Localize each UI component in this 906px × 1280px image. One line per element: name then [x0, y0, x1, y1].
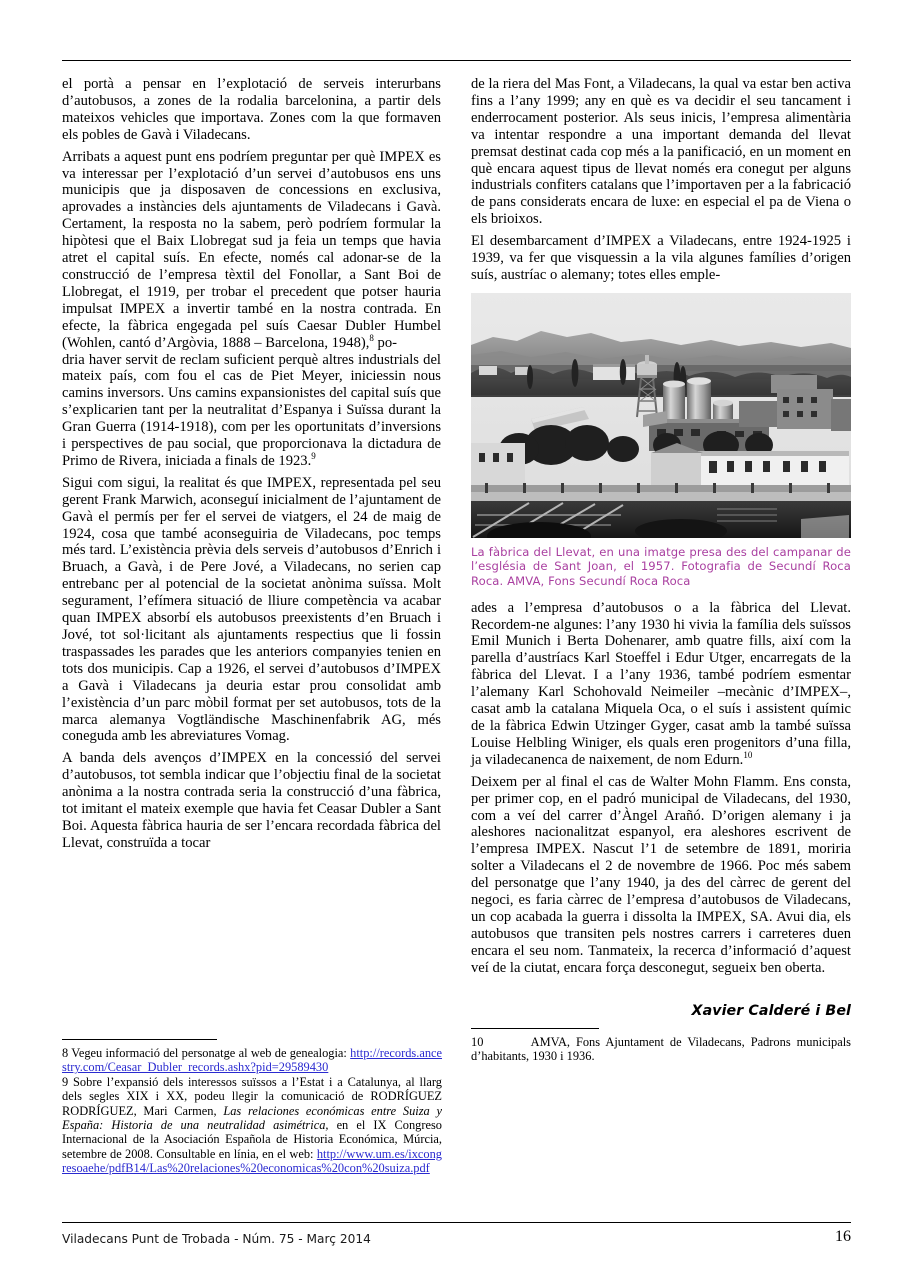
footnote-text: AMVA, Fons Ajuntament de Viladecans, Padrons municipals d’habitants, 1930 i 1936.: [471, 1034, 851, 1063]
footnote-9: [62, 1075, 442, 1176]
footnote-8: [62, 1046, 442, 1075]
paragraph: el portà a pensar en l’explotació de serveis interurbans d’autobusos, a zones de la rodalia barcelonina, a partir dels mateixos vehicles que importava. Zones com la que formaven els pobles de Gavà i Viladecans.: [62, 76, 441, 143]
author-signature: Xavier Calderé i Bel: [691, 1002, 851, 1019]
paragraph: Deixem per al final el cas de Walter Mohn Flamm. Ens consta, per primer cop, en el padró municipal de Viladecans, del 1930, com a veí del carrer d’Àngel Arañó. D’origen alemany i ja aleshores nacionalitzat espanyol, era aleshores escrivent de l’empresa IMPEX. Nascut l’1 de setembre de 1891, moriria solter a Viladecans el 2 de novembre de 1966. Poc més sabem del personatge que l’any 1940, ja des del càrrec de gerent del negoci, es faria càrrec de l’empresa d’autobusos de Viladecans, un cop acabada la guerra i dissolta la IMPEX, SA. Avui dia, els autobusos que transiten pels nostres carrers i carreteres duen encara el seu nom. Tanmateix, la recerca d’informació d’aquest veí de la ciutat, encara força desconegut, segueix ben oberta.: [471, 773, 851, 976]
paragraph: [62, 352, 441, 470]
footnote-ref-8[interactable]: 8: [369, 332, 374, 343]
footnote-number: 8: [62, 1046, 69, 1060]
left-column: [62, 76, 443, 1176]
footnote-number: 10: [471, 1034, 484, 1049]
footnote-link-ancestry[interactable]: http://records.ancestry.com/Ceasar_Dubler_records.ashx?pid=29589430: [62, 1046, 443, 1075]
footnote-separator-rule: [471, 1028, 599, 1029]
paragraph-text: Arribats a aquest punt ens podríem preguntar per què IMPEX es va interessar per l’explotació d’un servei d’autobusos ens uns municipis que ja disposaven de concessions en exclusiva, aprovades a instàncies dels ajuntaments de Viladecans i Gavà. Certament, la resposta no la sabem, però podríem formular la hipòtesi que el Baix Llobregat sud ja feia un temps que havia atret el capital suís. En efecte, només cal adonar-se de la construcció de l’empresa tèxtil del Fonollar, a Sant Boi de Llobregat, el 1919, per trobar el precedent que potser hauria impulsat IMPEX a invertir també en la nostra contrada. En efecte, la fàbrica engegada pel suís Caesar Dubler Humbel (Wohlen, cantó d’Argòvia, 1888 – Barcelona, 1948),: [62, 148, 441, 351]
footnote-10: [471, 1035, 851, 1064]
paragraph-text: ades a l’empresa d’autobusos o a la fàbrica del Llevat. Recordem-ne algunes: l’any 1930 hi vivia la família dels suïssos Emil Munich i Berta Dohenarer, amb quatre fills, així com la parella d’austríacs Karl Stoeffel i Edur Utger, encarregats de la fàbrica del Llevat. I a l’any 1936, també podríem esmentar l’alemany Karl Schohovald Neimeiler –mecànic d’IMPEX–, casat amb la catalana Miquela Oca, o el suís i assistent químic de la fàbrica Edwin Utzinger Gyger, casat amb la també suïssa Louise Helbling Winiger, els quals eren progenitors d’una filla, ja viladecanenca de naixement, de nom Edurn.: [471, 599, 851, 768]
paragraph: Arribats a aquest punt ens podríem preguntar per què IMPEX es va interessar per l’explotació d’un servei d’autobusos ens uns municipis que ja disposaven de concessions en exclusiva, aprovades a instàncies dels ajuntaments de Viladecans i Gavà. Certament, la resposta no la sabem, però podríem formular la hipòtesi que el Baix Llobregat sud ja feia un temps que havia atret el capital suís. En efecte, només cal adonar-se de la construcció de l’empresa tèxtil del Fonollar, a Sant Boi de Llobregat, el 1919, per trobar el precedent que potser hauria impulsat IMPEX a invertir també en la nostra contrada. En efecte, la fàbrica engegada pel suís Caesar Dubler Humbel (Wohlen, cantó d’Argòvia, 1888 – Barcelona, 1948),$^8$ po-: [62, 148, 441, 351]
paragraph: El desembarcament d’IMPEX a Viladecans, entre 1924-1925 i 1939, va fer que visquessin a la vila algunes famílies d’origen suís, austríac o alemany; totes elles emple-: [471, 233, 851, 283]
footer-rule: [62, 1222, 851, 1223]
paragraph: [471, 600, 851, 769]
publication-footer: Viladecans Punt de Trobada - Núm. 75 - Març 2014: [62, 1232, 371, 1246]
page-number: 16: [835, 1228, 851, 1245]
figure-fabrica-del-llevat: [471, 293, 851, 589]
right-column: [471, 76, 851, 1063]
footnote-text: Vegeu informació del personatge al web de genealogia:: [71, 1046, 347, 1060]
paragraph: A banda dels avenços d’IMPEX en la concessió del servei d’autobusos, tot sembla indicar que l’objectiu final de la societat anònima a la nostra contrada seria la construcció d’una fàbrica, tot imitant el mateix exemple que havia fet Ceasar Dubler a Sant Boi. Aquesta fàbrica hauria de ser l’encara recordada fàbrica del Llevat, construïda a tocar: [62, 750, 441, 851]
photo-fabrica-del-llevat: [471, 293, 851, 538]
paragraph-text: dria haver servit de reclam suficient perquè altres industrials del mateix país, com fou el cas de Piet Meyer, iniciessin nous camins inversors. Uns camins expansionistes del capital suís que s’explicarien tant per la neutralitat d’Espanya i Suïssa durant la Gran Guerra (1914-1918), com per les oportunitats d’inversions i perspectives de pau social, que proporcionava la dictadura de Primo de Rivera, iniciada a finals de 1923.: [62, 351, 441, 469]
footnote-separator-rule: [62, 1039, 217, 1040]
figure-caption: La fàbrica del Llevat, en una imatge presa des del campanar de l’església de Sant Joan, el 1957. Fotografia de Secundí Roca Roca. AMVA, Fons Secundí Roca Roca: [471, 544, 851, 589]
footnote-title-italic: Las relaciones económicas entre Suiza y España: Historia de una neutralidad asimétrica,: [62, 1103, 442, 1133]
footnote-ref-9[interactable]: 9: [311, 451, 316, 462]
right-column-body: [471, 76, 851, 1063]
footnote-ref-10[interactable]: 10: [743, 749, 753, 760]
footnote-link-um-es[interactable]: http://www.um.es/ixcongresoaehe/pdfB14/Las%20relaciones%20economicas%20con%20suiza.pdf: [62, 1146, 442, 1176]
footnote-text-after: en el IX Congreso Internacional de la Asociación Española de Historia Económica, Múrcia, setembre de 2008. Consultable en línia, en el web:: [62, 1118, 442, 1161]
two-column-layout: [62, 76, 851, 1176]
footnote-number: 9: [62, 1074, 69, 1089]
paragraph: Sigui com sigui, la realitat és que IMPEX, representada pel seu gerent Frank Marwich, aconseguí inicialment de l’ajuntament de Gavà el permís per fer el servei de viatgers, el 24 de maig de 1924, cosa que també aconseguiria de Viladecans, poc temps més tard. L’existència prèvia dels serveis d’autobusos d’Enrich i Bruach, a Gavà, i de Pere Jové, a Viladecans, no serien cap entrebanc per al potencial de la societat anònima suïssa. Molt segurament, l’efímera situació de lliure competència va acabar quan IMPEX absorbí els autobusos preexistents d’en Bruach i Jové, tot sol·licitant als ajuntaments respectius que li fossin traspassades les parades que les anteriors companyies tenien en tots dos municipis. Cap a 1926, el servei d’autobusos d’IMPEX a Gavà i Viladecans ja deuria estar prou consolidat amb l’existència d’un parc mòbil format per set autobusos, tots de la marca alemanya Vogtländische Maschinenfabrik AG, més coneguda amb les abreviatures Vomag.: [62, 474, 441, 745]
left-column-body: [62, 76, 441, 852]
paragraph: de la riera del Mas Font, a Viladecans, la qual va estar ben activa fins a l’any 1999; any en què es va decidir el seu tancament i enderrocament posterior. Als seus inicis, l’empresa alimentària va intentar respondre a una important demanda del llevat premsat destinat cada cop més a la panificació, en un moment en què encara aquest tipus de llevat només era conegut per alguns industrials confiters catalans que l’importaven per a la fabricació de pans considerats encara de luxe: en especial el pa de Viena o els brioixos.: [471, 76, 851, 228]
photo-image: [471, 293, 851, 538]
footnote-text: Sobre l’expansió dels interessos suïssos a l’Estat i a Catalunya, al llarg dels segles XIX i XX, podeu llegir la comunicació de RODRÍGUEZ RODRÍGUEZ, Mari Carmen,: [62, 1074, 442, 1118]
left-footnotes: [62, 1030, 442, 1176]
header-rule: [62, 60, 851, 61]
